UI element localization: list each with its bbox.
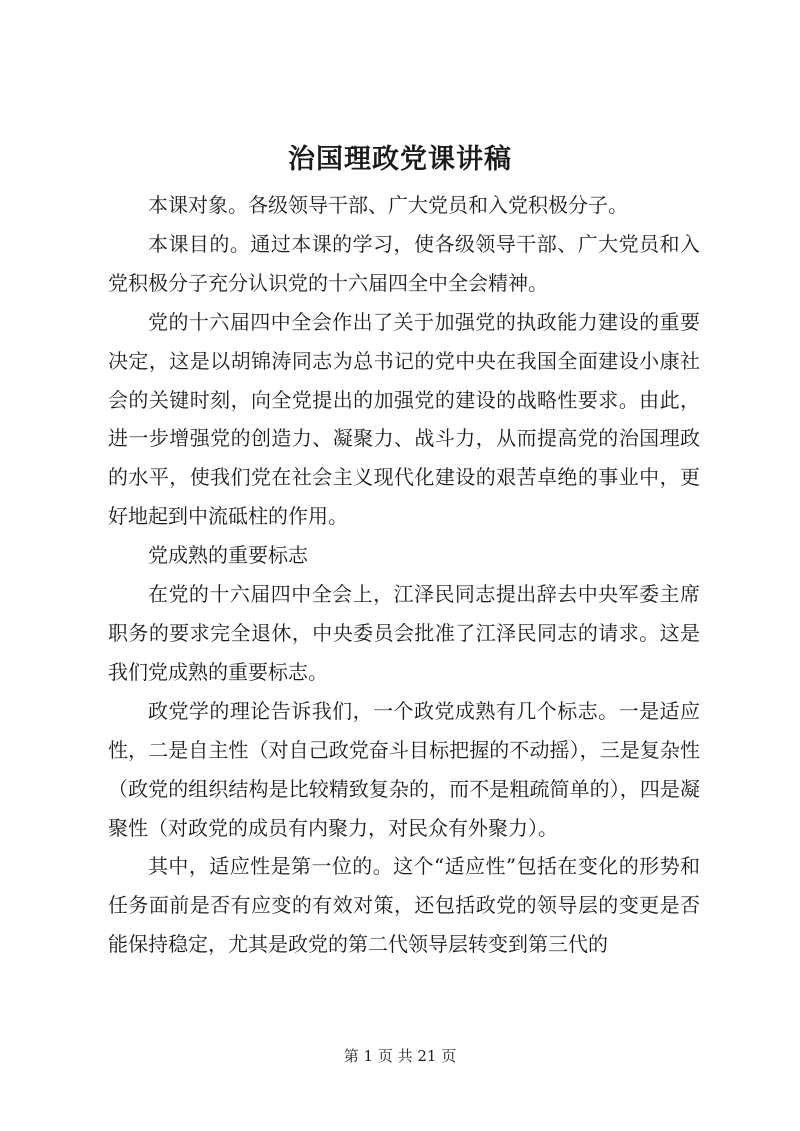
section-heading-maturity: 党成熟的重要标志 <box>148 543 308 568</box>
paragraph-retirement: 在党的十六届四中全会上，江泽民同志提出辞去中央军委主席职务的要求完全退休，中央委员会批准了江泽民同志的请求。这是我们党成熟的重要标志。 <box>108 582 700 684</box>
paragraph-adaptability: 其中，适应性是第一位的。这个“适应性”包括在变化的形势和任务面前是否有应变的有效对策，还包括政党的领导层的变更是否能保持稳定，尤其是政党的第二代领导层转变到第三代的 <box>108 854 700 957</box>
document-body <box>108 186 700 964</box>
paragraph-party-theory: 政党学的理论告诉我们，一个政党成熟有几个标志。一是适应性，二是自主性（对自己政党奋斗目标把握的不动摇），三是复杂性（政党的组织结构是比较精致复杂的，而不是粗疏简单的），四是凝聚性（对政党的成员有内聚力，对民众有外聚力）。 <box>108 698 700 840</box>
page-number: 第 1 页 共 21 页 <box>343 1047 457 1065</box>
paragraph-audience: 本课对象。各级领导干部、广大党员和入党积极分子。 <box>148 193 628 217</box>
document-title: 治国理政党课讲稿 <box>288 144 512 175</box>
paragraph-decision: 党的十六届四中全会作出了关于加强党的执政能力建设的重要决定，这是以胡锦涛同志为总书记的党中央在我国全面建设小康社会的关键时刻，向全党提出的加强党的建设的战略性要求。由此，进一步增强党的创造力、凝聚力、战斗力，从而提高党的治国理政的水平，使我们党在社会主义现代化建设的艰苦卓绝的事业中，更好地起到中流砥柱的作用。 <box>108 309 700 529</box>
paragraph-purpose: 本课目的。通过本课的学习，使各级领导干部、广大党员和入党积极分子充分认识党的十六届四全中全会精神。 <box>108 231 700 295</box>
